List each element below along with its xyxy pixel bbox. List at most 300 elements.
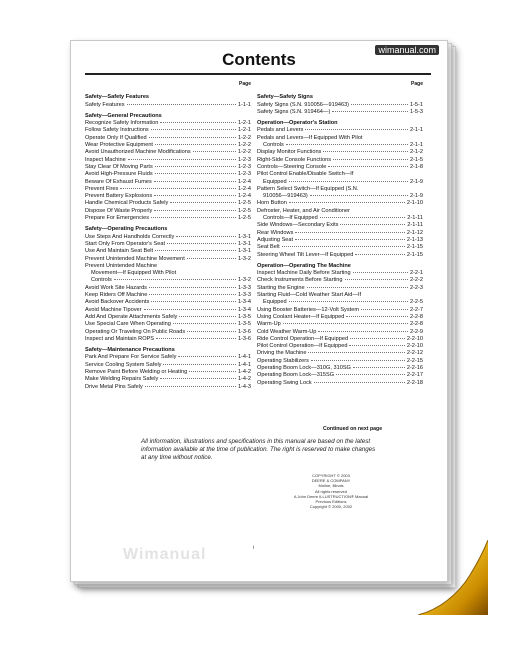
entry-label: Prevent Unintended Machine [85, 262, 158, 269]
entry-label: Operating Or Traveling On Public Roads [85, 328, 186, 335]
toc-entry[interactable] [85, 208, 251, 215]
entry-page: 1-3-6 [237, 328, 251, 335]
copyright-line: Moline, Illinois [318, 483, 344, 489]
dot-leader [286, 144, 408, 145]
entry-page: 1-3-1 [237, 240, 251, 247]
dot-leader [120, 188, 236, 189]
entry-page: 2-1-10 [406, 200, 423, 207]
toc-entry[interactable] [85, 179, 251, 186]
page-title: Contents [222, 50, 296, 69]
entry-label: Operating Boom Lock—315SG [257, 372, 335, 379]
entry-label: 910056—919463) [263, 193, 308, 200]
toc-entry[interactable] [257, 372, 423, 379]
toc-section [85, 347, 251, 391]
toc-entry[interactable] [85, 307, 251, 314]
dot-leader [307, 287, 408, 288]
entry-label: Pilot Control Enable/Disable Switch—If [257, 171, 354, 178]
entry-label: Prepare For Emergencies [85, 215, 150, 222]
toc-entry[interactable] [257, 193, 423, 200]
entry-label: Display Monitor Functions [257, 149, 322, 156]
entry-label: Pilot Control Operation—If Equipped [257, 343, 348, 350]
toc-entry[interactable] [257, 215, 423, 222]
entry-page: 1-2-3 [237, 163, 251, 170]
toc-entry[interactable] [257, 142, 423, 149]
entry-page: 1-3-5 [237, 313, 251, 320]
toc-entry[interactable] [85, 186, 251, 193]
entry-page: 1-3-2 [237, 255, 251, 262]
dot-leader [154, 210, 236, 211]
entry-label: Right-Side Console Functions [257, 156, 331, 163]
dot-leader [144, 309, 236, 310]
watermark-badge: wimanual.com [375, 45, 439, 55]
entry-page: 2-1-11 [407, 215, 423, 222]
toc-entry[interactable] [85, 384, 251, 391]
entry-page: 2-2-8 [409, 313, 423, 320]
toc-entry[interactable] [257, 208, 423, 215]
toc-entry[interactable] [257, 277, 423, 284]
entry-page: 1-5-3 [409, 108, 423, 115]
entry-label: Safety Features [85, 101, 125, 108]
toc-entry[interactable] [257, 321, 423, 328]
entry-page: 2-1-1 [409, 142, 423, 149]
entry-page: 2-2-5 [409, 299, 423, 306]
toc-left-column [85, 81, 251, 395]
section-title: Safety—Safety Features [85, 94, 150, 101]
toc-entry[interactable] [85, 270, 251, 277]
dot-leader [282, 246, 405, 247]
dot-leader [163, 364, 235, 365]
toc-entry[interactable] [257, 365, 423, 372]
entry-label: Controls [263, 142, 284, 149]
toc-entry[interactable] [257, 343, 423, 350]
dot-leader [350, 338, 405, 339]
toc-section [257, 94, 423, 116]
dot-leader [323, 151, 408, 152]
entry-label: Pedals and Levers [257, 127, 304, 134]
title-rule [85, 73, 431, 75]
dot-leader [160, 378, 236, 379]
dot-leader [149, 137, 236, 138]
entry-page: 2-2-2 [409, 277, 423, 284]
entry-page: 2-1-15 [406, 251, 423, 258]
toc-entry[interactable] [85, 292, 251, 299]
toc-entry[interactable] [257, 299, 423, 306]
toc-entry[interactable] [85, 135, 251, 142]
toc-entry[interactable] [85, 157, 251, 164]
toc-entry[interactable] [257, 358, 423, 365]
entry-label: Horn Button [257, 200, 287, 207]
toc-entry[interactable] [85, 277, 251, 284]
entry-page: 1-4-2 [237, 376, 251, 383]
toc-entry[interactable] [257, 186, 423, 193]
entry-page: 2-1-12 [406, 229, 423, 236]
toc-entry[interactable] [85, 285, 251, 292]
toc-entry[interactable] [257, 329, 423, 336]
entry-page: 2-2-3 [409, 284, 423, 291]
toc-entry[interactable] [257, 222, 423, 229]
entry-label: Rear Windows [257, 229, 294, 236]
entry-page: 1-2-3 [237, 156, 251, 163]
entry-page: 1-3-1 [237, 248, 251, 255]
entry-label: Side Windows—Secondary Exits [257, 222, 339, 229]
toc-entry[interactable] [257, 270, 423, 277]
dot-leader [127, 104, 236, 105]
entry-page: 2-2-8 [409, 321, 423, 328]
entry-page: 1-2-2 [237, 142, 251, 149]
toc-entry[interactable] [257, 307, 423, 314]
page-column-header: Page [411, 81, 423, 87]
entry-label: Stay Clear Of Moving Parts [85, 163, 153, 170]
copyright-block [271, 473, 391, 509]
entry-label: Using Booster Batteries—12-Volt System [257, 306, 359, 313]
entry-page: 1-3-3 [237, 292, 251, 299]
entry-label: Adjusting Seat [257, 236, 294, 243]
entry-label: Use And Maintain Seat Belt [85, 248, 154, 255]
toc-entry[interactable] [85, 369, 251, 376]
toc-entry[interactable] [257, 230, 423, 237]
entry-page: 1-4-2 [237, 368, 251, 375]
entry-label: Avoid Unauthorized Machine Modifications [85, 149, 191, 156]
toc-entry[interactable] [257, 135, 423, 142]
dot-leader [310, 195, 408, 196]
entry-page: 1-2-4 [237, 178, 251, 185]
entry-page: 1-2-1 [237, 127, 251, 134]
entry-label: Steering Wheel Tilt Lever—If Equipped [257, 251, 354, 258]
entry-page: 1-2-1 [237, 120, 251, 127]
toc-entry[interactable] [85, 354, 251, 361]
entry-page: 1-3-6 [237, 335, 251, 342]
toc-entry[interactable] [257, 285, 423, 292]
entry-label: Starting the Engine [257, 284, 305, 291]
dot-leader [320, 217, 406, 218]
entry-page: 1-4-1 [237, 361, 251, 368]
toc-entry[interactable] [257, 350, 423, 357]
dot-leader [187, 258, 236, 259]
toc-section [85, 113, 251, 222]
toc-entry[interactable] [257, 102, 423, 109]
toc-entry[interactable] [85, 362, 251, 369]
entry-label: Wear Protective Equipment [85, 142, 153, 149]
entry-page: 1-3-2 [237, 277, 251, 284]
entry-page: 2-2-12 [406, 350, 423, 357]
entry-label: Inspect Machine Daily Before Starting [257, 270, 351, 277]
entry-page: 2-2-1 [409, 270, 423, 277]
entry-page: 1-5-1 [409, 101, 423, 108]
entry-page: 1-3-4 [237, 306, 251, 313]
entry-label: Defroster, Heater, and Air Conditioner [257, 207, 350, 214]
dot-leader [333, 159, 408, 160]
entry-page: 1-2-5 [237, 215, 251, 222]
dot-leader [289, 181, 408, 182]
entry-label: Pattern Select Switch—If Equipped (S.N. [257, 185, 359, 192]
entry-label: Add And Operate Attachments Safely [85, 313, 178, 320]
page-number: i [253, 545, 255, 551]
dot-leader [178, 356, 236, 357]
entry-page: 2-1-15 [406, 244, 423, 251]
entry-label: Pedals and Levers—If Equipped With Pilot [257, 134, 363, 141]
entry-label: Equipped [263, 299, 287, 306]
copyright-line: All rights reserved [314, 488, 347, 494]
entry-page: 1-2-4 [237, 185, 251, 192]
copyright-line: A John Deere ILLUSTRUCTION® Manual [293, 493, 369, 499]
dot-leader [289, 202, 405, 203]
toc-entry[interactable] [85, 234, 251, 241]
entry-page: 1-2-4 [237, 193, 251, 200]
dot-leader [145, 386, 236, 387]
toc-entry[interactable] [257, 292, 423, 299]
toc-entry[interactable] [257, 164, 423, 171]
toc-entry[interactable] [85, 248, 251, 255]
entry-label: Prevent Fires [85, 185, 119, 192]
toc-entry[interactable] [85, 241, 251, 248]
toc-entry[interactable] [85, 149, 251, 156]
entry-label: Use Steps And Handholds Correctly [85, 233, 175, 240]
dot-leader [318, 331, 408, 332]
entry-label: Controls—Steering Console [257, 163, 327, 170]
toc-entry[interactable] [85, 193, 251, 200]
toc-entry[interactable] [257, 237, 423, 244]
toc-entry[interactable] [257, 200, 423, 207]
copyright-line: Copyright © 2000, 2002 [309, 504, 353, 510]
entry-label: Cold Weather Warm-Up [257, 328, 317, 335]
entry-page: 2-2-9 [409, 328, 423, 335]
toc-entry[interactable] [257, 109, 423, 116]
section-title: Safety—Maintenance Precautions [85, 347, 175, 354]
page-curl-icon [418, 540, 488, 615]
toc-entry[interactable] [85, 336, 251, 343]
copyright-line: COPYRIGHT © 2003 [312, 473, 350, 478]
dot-leader [295, 232, 404, 233]
entry-label: Drive Metal Pins Safely [85, 383, 143, 390]
entry-label: Seat Belt [257, 244, 280, 251]
entry-page: 1-1-1 [237, 101, 251, 108]
toc-entry[interactable] [257, 314, 423, 321]
toc-entry[interactable] [257, 171, 423, 178]
dot-leader [193, 151, 236, 152]
section-title: Safety—General Precautions [85, 112, 162, 119]
toc-section [257, 263, 423, 387]
continued-note: Continued on next page [323, 426, 383, 432]
entry-page: 2-1-13 [406, 236, 423, 243]
toc-entry[interactable] [85, 127, 251, 134]
dot-leader [154, 195, 236, 196]
section-title: Safety—Safety Signs [257, 94, 313, 101]
entry-page: 2-2-10 [406, 335, 423, 342]
entry-label: Warm-Up [257, 321, 281, 328]
entry-page: 2-2-17 [406, 372, 423, 379]
entry-label: Driving the Machine [257, 350, 307, 357]
dot-leader [189, 371, 236, 372]
toc-entry[interactable] [85, 329, 251, 336]
contents-page [70, 40, 448, 582]
entry-page: 2-1-5 [409, 156, 423, 163]
copyright-line: DEERE & COMPANY [311, 478, 351, 484]
dot-leader [156, 338, 236, 339]
entry-label: Remove Paint Before Welding or Heating [85, 368, 188, 375]
entry-page: 1-2-3 [237, 171, 251, 178]
section-title: Operation—Operator's Station [257, 120, 338, 127]
publication-notice: All information, illustrations and specifications in this manual are based on the latest information available at the time of publication. The right is reserved to make changes at any time without notice. [141, 438, 376, 461]
toc-entry[interactable] [85, 102, 251, 109]
toc-entry[interactable] [257, 127, 423, 134]
dot-leader [295, 239, 405, 240]
entry-label: Start Only From Operator's Seat [85, 240, 166, 247]
dot-leader [340, 224, 405, 225]
dot-leader [349, 345, 404, 346]
entry-label: Controls [91, 277, 112, 284]
entry-page: 1-2-5 [237, 207, 251, 214]
entry-page: 1-2-2 [237, 149, 251, 156]
copyright-line: Previous Editions [315, 499, 347, 505]
entry-label: Use Special Care When Operating [85, 321, 171, 328]
entry-page: 2-1-1 [409, 127, 423, 134]
dot-leader [179, 316, 236, 317]
toc-left-list [85, 94, 251, 391]
entry-label: Follow Safety Instructions [85, 127, 149, 134]
entry-label: Recognize Safety Information [85, 120, 159, 127]
entry-label: Prevent Battery Explosions [85, 193, 153, 200]
toc-entry[interactable] [85, 256, 251, 263]
entry-page: 1-3-4 [237, 299, 251, 306]
dot-leader [155, 166, 236, 167]
entry-label: Starting Fluid—Cold Weather Start Aid—If [257, 292, 362, 299]
entry-page: 2-2-15 [406, 357, 423, 364]
dot-leader [289, 301, 408, 302]
entry-label: Prevent Unintended Machine Movement [85, 255, 185, 262]
toc-entry[interactable] [85, 321, 251, 328]
entry-label: Safety Signs (S.N. 910056—919463) [257, 101, 350, 108]
entry-page: 2-1-9 [409, 193, 423, 200]
dot-leader [355, 254, 404, 255]
dot-leader [160, 122, 236, 123]
dot-leader [311, 360, 405, 361]
dot-leader [114, 279, 236, 280]
toc-entry[interactable] [85, 314, 251, 321]
toc-entry[interactable] [85, 164, 251, 171]
page-column-header: Page [239, 81, 251, 87]
entry-label: Avoid High-Pressure Fluids [85, 171, 153, 178]
entry-label: Equipped [263, 178, 287, 185]
dot-leader [154, 181, 236, 182]
entry-label: Using Coolant Heater—If Equipped [257, 313, 345, 320]
entry-page: 2-1-11 [407, 222, 423, 229]
toc-section [85, 226, 251, 343]
toc-section [85, 94, 251, 109]
entry-label: Ride Control Operation—If Equipped [257, 335, 349, 342]
dot-leader [308, 352, 404, 353]
entry-page: 2-2-10 [406, 343, 423, 350]
entry-label: Dispose Of Waste Properly [85, 207, 153, 214]
toc-section [257, 120, 423, 259]
dot-leader [155, 173, 236, 174]
dot-leader [167, 243, 236, 244]
dot-leader [170, 202, 236, 203]
entry-label: Controls—If Equipped [263, 215, 318, 222]
entry-page: 2-2-16 [406, 364, 423, 371]
toc-entry[interactable] [85, 299, 251, 306]
entry-label: Avoid Work Site Hazards [85, 284, 147, 291]
entry-label: Make Welding Repairs Safely [85, 376, 159, 383]
toc-entry[interactable] [85, 142, 251, 149]
toc-entry[interactable] [257, 157, 423, 164]
dot-leader [173, 323, 236, 324]
dot-leader [283, 323, 408, 324]
dot-leader [353, 367, 405, 368]
dot-leader [151, 217, 236, 218]
dot-leader [345, 279, 408, 280]
entry-label: Avoid Backover Accidents [85, 299, 150, 306]
dot-leader [155, 250, 236, 251]
entry-page: 2-1-2 [409, 149, 423, 156]
toc-entry[interactable] [257, 380, 423, 387]
dot-leader [151, 301, 236, 302]
footer-watermark: Wimanual [123, 546, 207, 563]
entry-page: 1-2-5 [237, 200, 251, 207]
entry-label: Inspect and Maintain ROPS [85, 335, 155, 342]
dot-leader [328, 166, 408, 167]
section-title: Safety—Operating Precautions [85, 226, 168, 233]
dot-leader [151, 129, 236, 130]
toc-entry[interactable] [85, 215, 251, 222]
entry-label: Movement—If Equipped With Pilot [91, 270, 177, 277]
entry-label: Service Cooling System Safely [85, 361, 162, 368]
entry-label: Handle Chemical Products Safely [85, 200, 169, 207]
entry-label: Operating Swing Lock [257, 379, 312, 386]
dot-leader [351, 104, 408, 105]
entry-label: Inspect Machine [85, 156, 126, 163]
dot-leader [149, 294, 236, 295]
entry-page: 2-2-7 [409, 306, 423, 313]
toc-entry[interactable] [257, 336, 423, 343]
dot-leader [128, 159, 236, 160]
toc-right-column [257, 81, 423, 391]
entry-page: 1-4-3 [237, 383, 251, 390]
entry-label: Beware Of Exhaust Fumes [85, 178, 152, 185]
toc-entry[interactable] [257, 252, 423, 259]
dot-leader [346, 316, 408, 317]
toc-right-list [257, 94, 423, 387]
toc-entry[interactable] [257, 244, 423, 251]
entry-page: 2-1-9 [409, 178, 423, 185]
toc-entry[interactable] [85, 200, 251, 207]
dot-leader [336, 374, 405, 375]
entry-page: 1-3-3 [237, 284, 251, 291]
toc-entry[interactable] [257, 179, 423, 186]
entry-page: 1-2-2 [237, 134, 251, 141]
dot-leader [353, 272, 408, 273]
toc-entry[interactable] [85, 376, 251, 383]
entry-label: Operating Boom Lock—310G, 310SG [257, 364, 351, 371]
entry-label: Park And Prepare For Service Safely [85, 354, 177, 361]
entry-page: 2-2-18 [406, 379, 423, 386]
entry-page: 1-3-1 [237, 233, 251, 240]
dot-leader [155, 144, 236, 145]
dot-leader [361, 309, 408, 310]
toc-entry[interactable] [257, 149, 423, 156]
entry-label: Operate Only If Qualified [85, 134, 147, 141]
toc-entry[interactable] [85, 263, 251, 270]
entry-page: 1-4-1 [237, 354, 251, 361]
section-title: Operation—Operating The Machine [257, 262, 351, 269]
toc-entry[interactable] [85, 171, 251, 178]
entry-label: Safety Signs (S.N. 919464—) [257, 108, 331, 115]
entry-label: Avoid Machine Tipover [85, 306, 142, 313]
dot-leader [314, 382, 405, 383]
entry-label: Keep Riders Off Machine [85, 292, 148, 299]
dot-leader [332, 111, 408, 112]
entry-page: 2-1-8 [409, 163, 423, 170]
toc-entry[interactable] [85, 120, 251, 127]
